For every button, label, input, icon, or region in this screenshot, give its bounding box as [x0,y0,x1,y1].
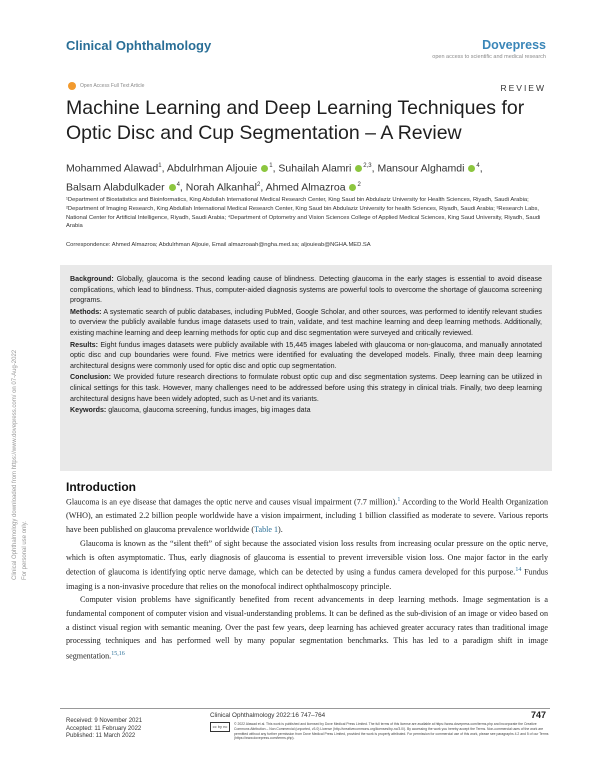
section-text: glaucoma, glaucoma screening, fundus images, big images data [108,406,311,415]
affil-sup: 2 [256,181,261,188]
download-note: Clinical Ophthalmology downloaded from https://www.dovepress.com/ on 07-Aug-2022 [12,349,18,580]
reference-link[interactable]: 15,16 [111,651,125,658]
orcid-icon[interactable] [349,184,356,191]
page-number: 747 [530,710,546,720]
open-access-badge [68,82,144,90]
publisher-name: Dovepress [482,38,546,52]
accepted-date: Accepted: 11 February 2022 [66,725,142,732]
section-label: Results: [70,340,98,349]
author-list: Mohammed Alawad$^1$, Abdulrhman Aljouie $^1$, Suhailah Alamri $^{2,3}$, Mansour Alghamdi $^4$, Balsam Alabdulkader $^4$, Norah Alkanhal$^2$, Ahmed Almazroa $^2$ [66,162,483,193]
section-label: Background: [70,275,114,283]
section-label: Conclusion: [70,373,111,382]
affil-sup: 2,3 [363,163,372,169]
orcid-icon[interactable] [468,165,475,172]
section-heading: Introduction [66,480,136,494]
author-name: , Suhailah Alamri [272,162,352,175]
paragraph [66,593,548,663]
body-text [66,494,548,664]
paragraph [66,494,548,537]
citation: Clinical Ophthalmology 2022:16 747–764 [210,712,326,719]
author-name: Balsam Alabdulkader [66,181,165,193]
open-access-label: Open Access Full Text Article [80,83,145,89]
reference-link[interactable]: 1 [397,497,401,503]
author-name: , Norah Alkanhal [179,181,257,193]
published-date: Published: 11 March 2022 [66,733,136,739]
text: Computer vision problems have significantly benefited from recent advancements in deep learning methods. Image segmentation is a fundamental component of computer vision and visual-understanding problems. It can be defined as the sub-division of an image or video based on a distinct visual region with semantic meaning. Over the past few years, deep learning has achieved greater accuracy rates than traditional image processing techniques and has performed well by many popular segmentation benchmarks. This has led to a paradigm shift in image segmentation. [66,595,548,661]
abstract-keywords [70,405,542,416]
affil-sup: 4 [476,163,480,169]
orcid-icon[interactable] [261,165,268,172]
publication-dates [66,718,142,741]
affil-sup: 1 [158,163,162,169]
section-text: A systematic search of public databases, including PubMed, Google Scholar, and other sources, was performed to identify relevant studies to overview the publicly available fundus image datasets used to train, validate, and test machine learning and deep learning methods. Additionally, existing machine learning and deep learning methods for optic cup and disc segmentation were surveyed and critically reviewed. [70,307,542,337]
author-name: , Mansour Alghamdi [371,162,465,175]
footer-divider [60,708,550,709]
paragraph [66,537,548,594]
abstract-conclusion [70,372,542,404]
cc-license-icon[interactable]: cc by nc [210,722,230,732]
abstract-box [60,265,552,471]
text: According to the World Health Organization (WHO), an estimated 2.2 billion people worldwide have a vision impairment, including 1 billion classified as moderate to severe. Various reports have been published on glaucoma prevalence worldwide ( [66,497,548,535]
received-date: Received: 9 November 2021 [66,718,143,724]
section-label: Methods: [70,307,102,316]
text: Glaucoma is an eye disease that damages the optic nerve and causes visual impairment (7.7 million). [66,497,398,507]
orcid-icon[interactable] [169,184,176,191]
affil-sup: 2 [357,181,361,188]
abstract-methods [70,307,542,339]
author-name: , Abdulrhman Aljouie [161,162,258,175]
affil-sup: 4 [176,181,180,188]
affil-sup: 1 [269,163,273,169]
text: ). [278,525,283,535]
correspondence[interactable]: Correspondence: Ahmed Almazroa; Abdulrhman Aljouie, Email almazroaah@ngha.med.sa; aljouieab@NGHA.MED.SA [66,242,371,248]
author-name: , Ahmed Almazroa [260,181,346,193]
article-title: Machine Learning and Deep Learning Techniques for Optic Disc and Cup Segmentation – A Review [66,97,525,144]
license-notice [210,722,550,741]
table-link[interactable]: Table 1 [254,525,279,535]
section-text: Eight fundus images datasets were publicly available with 15,445 images labeled with glaucoma or non-glaucoma, and manually annotated optic disc and cup boundaries were found. Five metrics were identified for evaluating the developed models. Finally, three main deep learning architectural designs were commonly used for optic disc and optic cup segmentation. [70,340,542,370]
text: Glaucoma is known as the “silent theft” of sight because the associated vision loss results from increasing ocular pressure on the optic nerve, which is often asymptomatic. Thus, early diagnosis of glaucoma is essential to prevent irreversible vision loss. One major factor in the early detection of glaucoma is identifying optic nerve damage, which can be detected by using a fundus camera developed for this purpose. [66,538,548,577]
publisher-logo[interactable] [432,38,546,60]
license-text: © 2022 Alawad et al. This work is published and licensed by Dove Medical Press Limited. The full terms of this license are available at https://www.dovepress.com/terms.php and incorporate the Creative Commons Attribution – Non Commercial (unported, v3.0) License (http://creativecommons.org/licenses/by-nc/3.0/). By accessing the work you hereby accept the Terms. Non-commercial uses of the work are permitted without any further permission from Dove Medical Press Limited, provided the work is properly attributed. For permission for commercial use of this work, please see paragraphs 4.2 and 5 of our Terms (https://www.dovepress.com/terms.php). [234,722,549,741]
journal-name[interactable]: Clinical Ophthalmology [66,38,212,53]
affiliations: ¹Department of Biostatistics and Bioinformatics, King Abdullah International Medical Research Center, King Saud bin Abdulaziz University for Health Sciences, Riyadh, Saudi Arabia; ²Department of Imaging Research, King Abdullah International Medical Research Center, King Saud bin Abdulaziz University for health Sciences, Riyadh, Saudi Arabia; ³Research Labs, National Center for Artificial Intelligence, Riyadh, Saudi Arabia; ⁴Department of Optometry and Vision Sciences College of Applied Medical Sciences, King Saud University, Riyadh, Saudi Arabia [66,197,541,230]
personal-use-note: For personal use only. [22,521,28,580]
abstract-background [70,274,542,306]
open-access-icon [68,82,76,90]
section-text: We provided future research directions to formulate robust optic cup and disc segmentation systems. Deep learning can be utilized in clinical settings for this task. However, many challenges need to be addressed before using this strategy in clinical trials. Finally, two deep learning architectural designs have been widely adopted, such as U-net and its variants. [70,373,542,403]
orcid-icon[interactable] [355,165,362,172]
article-type: REVIEW [500,83,546,93]
reference-link[interactable]: 14 [515,567,522,574]
text: Fundus imaging is a non-invasive procedure that relies on the monofocal indirect ophthalmoscopy principle. [66,567,548,591]
abstract-results [70,340,542,372]
section-text: Globally, glaucoma is the second leading cause of blindness. Detecting glaucoma in the early stages is essential to avoid disease complications, which lead to blindness. Thus, computer-aided diagnosis systems are powerful tools to overcome the shortage of glaucoma screening programs. [70,275,542,305]
download-watermark [4,150,34,580]
author-name: Mohammed Alawad [66,162,159,175]
section-label: Keywords: [70,406,107,415]
publisher-tagline: open access to scientific and medical research [432,54,546,60]
